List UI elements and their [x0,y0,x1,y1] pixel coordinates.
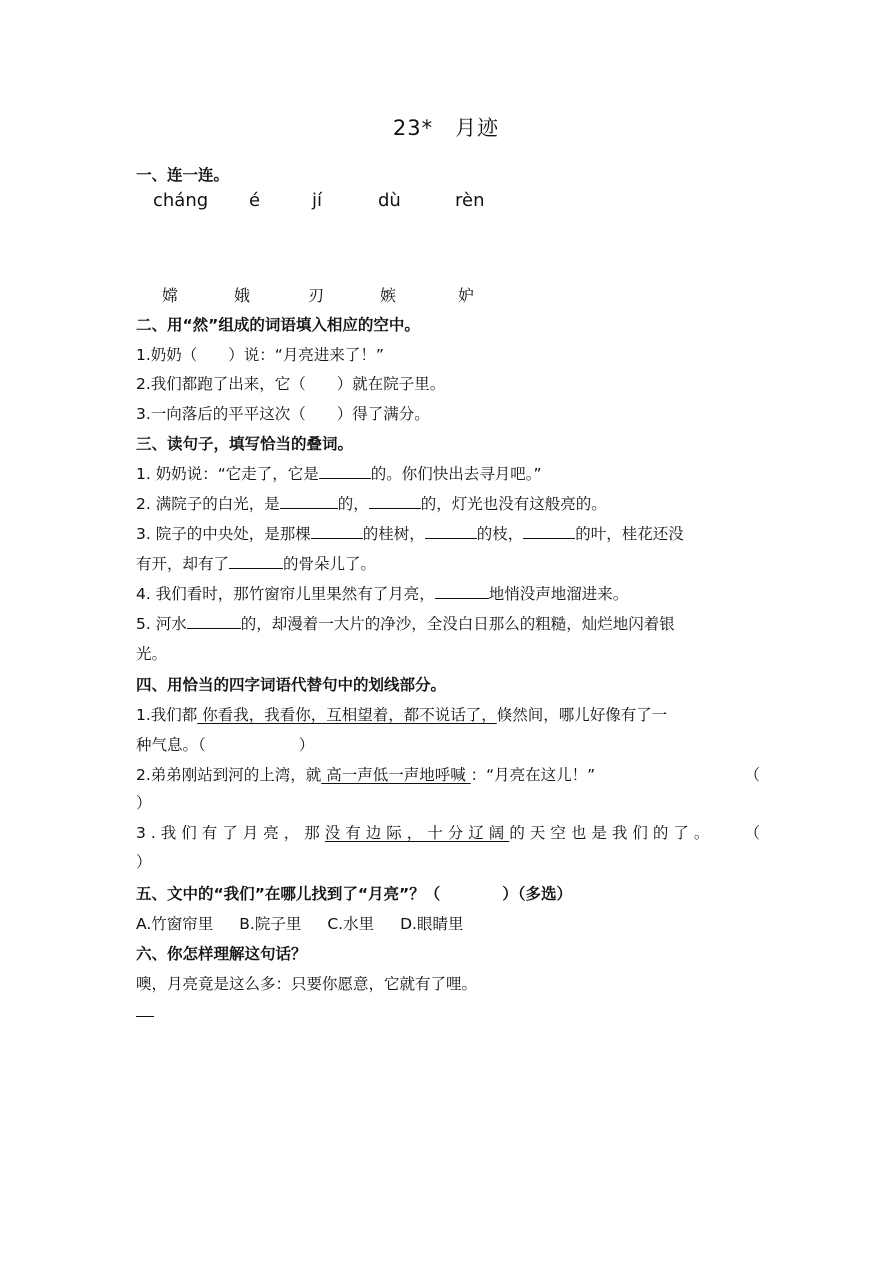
section-3-heading: 三、读句子，填写恰当的叠词。 [136,435,354,453]
underlined-phrase: 没有边际，十分辽阔 [324,824,510,842]
fill-blank[interactable] [187,610,241,629]
s2-question-3: 3.一向落后的平平这次（ ）得了满分。 [136,405,430,423]
fill-blank[interactable] [280,490,338,509]
s3-question-5-cont: 光。 [136,645,168,663]
fill-blank[interactable] [319,460,371,479]
fill-blank[interactable] [311,520,363,539]
s4-q1-text-a: 1.我们都 [136,706,198,724]
s3-q2-text-c: 的，灯光也没有这般亮的。 [420,495,607,513]
s2-question-2: 2.我们都跑了出来，它（ ）就在院子里。 [136,375,446,393]
s3-q5-text-a: 5. 河水 [136,615,187,633]
pinyin-1: cháng [153,190,209,211]
fill-blank[interactable] [523,520,575,539]
section-4-heading: 四、用恰当的四字词语代替句中的划线部分。 [136,676,447,694]
s3-question-3 [136,519,760,549]
fill-blank[interactable] [229,550,283,569]
s4-q3-text-a: 3.我们有了月亮，那 [136,824,325,842]
s4-q3-text-b: 的天空也是我们的了。 [509,824,715,842]
s4-q2-paren-close: ） [136,794,152,812]
option-b: B.院子里 [239,915,302,933]
s4-question-3 [136,818,760,848]
s4-q1-text-b: 倏然间，哪儿好像有了一 [496,706,668,724]
section-6-heading: 六、你怎样理解这句话？ [136,945,307,963]
s3-q3-text-b: 的桂树， [362,525,425,543]
s3-q3-text-e: 有开，却有了 [136,555,230,573]
s3-q3-text-d: 的叶，桂花还没 [575,525,684,543]
answer-line[interactable] [136,1016,154,1017]
s4-question-1-cont: 种气息。（ ） [136,736,315,754]
option-c: C.水里 [327,915,375,933]
s4-question-2 [136,760,760,790]
s3-q3-text-a: 3. 院子的中央处，是那棵 [136,525,311,543]
pinyin-2: é [249,190,261,211]
pinyin-3: jí [312,190,323,211]
option-a: A.竹窗帘里 [136,915,214,933]
s6-quote: 噢，月亮竟是这么多：只要你愿意，它就有了哩。 [136,975,478,993]
s3-q1-text-a: 1. 奶奶说：“它走了，它是 [136,465,319,483]
s3-question-4 [136,579,760,609]
option-d: D.眼睛里 [400,915,464,933]
pinyin-5: rèn [455,190,485,211]
fill-blank[interactable] [369,490,421,509]
s4-q3-paren-close: ） [136,853,152,871]
s3-q1-text-b: 的。你们快出去寻月吧。” [370,465,542,483]
pinyin-4: dù [378,190,401,211]
section-1-heading: 一、连一连。 [136,166,230,184]
answer-paren-open: （ [744,824,760,842]
s3-q2-text-a: 2. 满院子的白光，是 [136,495,280,513]
s3-q3-text-c: 的枝， [476,525,524,543]
char-5: 妒 [458,286,475,305]
s3-question-5 [136,609,760,639]
char-3: 刃 [308,286,325,305]
section-2-heading: 二、用“然”组成的词语填入相应的空中。 [136,316,420,334]
s3-q3-text-f: 的骨朵儿了。 [283,555,377,573]
s3-question-3-cont [136,549,760,579]
char-2: 娥 [234,286,251,305]
s2-question-1: 1.奶奶（ ）说：“月亮进来了！” [136,346,384,364]
char-4: 嫉 [380,286,397,305]
s3-q4-text-a: 4. 我们看时，那竹窗帘儿里果然有了月亮， [136,585,435,603]
char-1: 嫦 [162,286,179,305]
s3-question-2 [136,489,760,519]
s3-q5-text-b: 的，却漫着一大片的净沙，全没白日那么的粗糙，灿烂地闪着银 [240,615,675,633]
s3-question-1 [136,459,760,489]
section-5-heading: 五、文中的“我们”在哪儿找到了“月亮”？（ ）（多选） [136,885,573,903]
s3-q2-text-b: 的， [337,495,369,513]
fill-blank[interactable] [425,520,477,539]
fill-blank[interactable] [435,580,489,599]
s4-question-1 [136,700,760,730]
underlined-phrase: 高一声低一声地呼喊 [321,766,471,784]
s4-q2-text-b: ：“月亮在这儿！” [470,766,596,784]
s4-q2-text-a: 2.弟弟刚站到河的上湾，就 [136,766,322,784]
underlined-phrase: 你看我，我看你，互相望着，都不说话了， [197,706,497,724]
answer-paren-open: （ [744,766,760,784]
page-title: 23* 月迹 [392,116,500,140]
s3-q4-text-b: 地悄没声地溜进来。 [488,585,629,603]
s5-options [136,909,760,939]
